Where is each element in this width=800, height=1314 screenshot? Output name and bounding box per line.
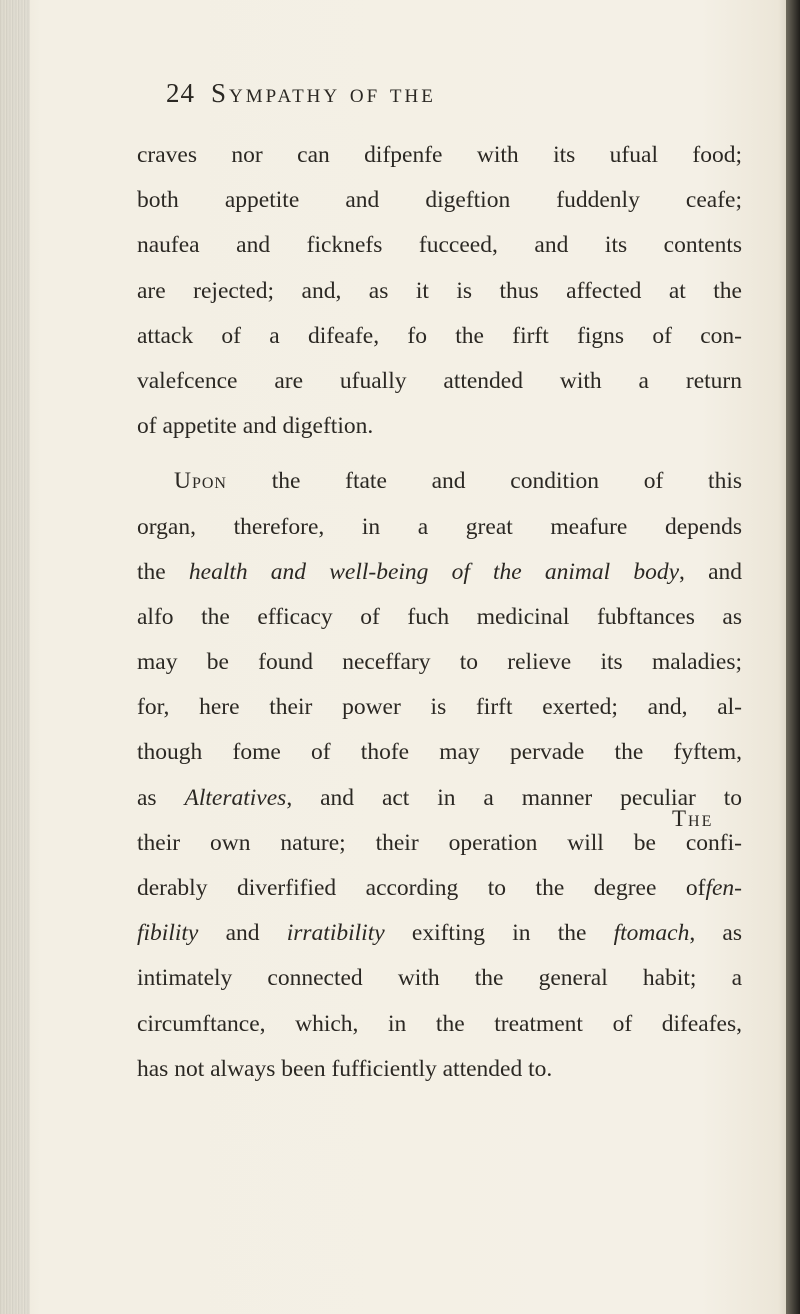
text-line xyxy=(137,911,742,956)
text-line: both appetite and digeftion fuddenly ceafe; xyxy=(137,187,742,214)
text-line: naufea and ficknefs fucceed, and its contents xyxy=(137,232,742,259)
text-span: exifting in the xyxy=(411,920,587,947)
text-line: though fome of thofe may pervade the fyftem, xyxy=(137,739,742,766)
text-span: the ftate and condition of this xyxy=(271,468,743,495)
text-line: alfo the efficacy of fuch medicinal fubftances as xyxy=(137,603,742,630)
text-span: and xyxy=(225,920,260,947)
italic-phrase: ftomach xyxy=(613,920,690,947)
text-line: valefcence are ufually attended with a return xyxy=(137,367,742,394)
text-line: for, here their power is firft exerted; and, al- xyxy=(137,694,742,721)
paragraph-2 xyxy=(137,459,742,1092)
text-span: the xyxy=(137,558,166,585)
catchword: The xyxy=(672,806,714,831)
italic-phrase: health and well-being of the animal body xyxy=(188,558,680,585)
page-gutter-edge xyxy=(0,0,30,1314)
italic-phrase: irratibility xyxy=(286,920,385,947)
text-line: of appetite and digeftion. xyxy=(137,413,374,440)
italic-phrase: Alteratives xyxy=(184,784,287,811)
italic-phrase: fibility xyxy=(137,920,199,947)
text-line: organ, therefore, in a great meafure depends xyxy=(137,513,742,540)
page-number: 24 xyxy=(166,78,195,108)
lead-word: Upon xyxy=(174,468,227,495)
text-line xyxy=(137,550,742,595)
text-line: craves nor can difpenfe with its ufual food; xyxy=(137,142,742,168)
italic-phrase: fen- xyxy=(705,875,742,901)
text-span: derably diverfified according to the degree of xyxy=(137,875,706,901)
text-span: as xyxy=(137,784,157,811)
text-span: , and xyxy=(679,558,743,585)
text-line: attack of a difeafe, fo the firft figns of con- xyxy=(137,322,742,349)
text-line: has not always been fufficiently attended to. xyxy=(137,1055,553,1082)
page-fore-edge xyxy=(786,0,800,1314)
running-head: Sympathy of the xyxy=(211,78,436,108)
text-line: are rejected; and, as it is thus affected at the xyxy=(137,277,742,304)
text-span: , and act in a manner peculiar to xyxy=(286,784,743,811)
text-line xyxy=(137,866,742,911)
text-line: circumftance, which, in the treatment of difeafes, xyxy=(137,1010,742,1037)
body-text xyxy=(137,133,742,1092)
text-line: intimately connected with the general habit; a xyxy=(137,965,742,992)
text-line xyxy=(137,459,742,504)
page-header xyxy=(166,78,626,118)
text-line xyxy=(137,776,742,821)
text-line: may be found neceffary to relieve its maladies; xyxy=(137,649,742,676)
paragraph-1 xyxy=(137,133,742,449)
text-line: their own nature; their operation will be confi- xyxy=(137,829,742,856)
text-span: , as xyxy=(689,920,743,947)
